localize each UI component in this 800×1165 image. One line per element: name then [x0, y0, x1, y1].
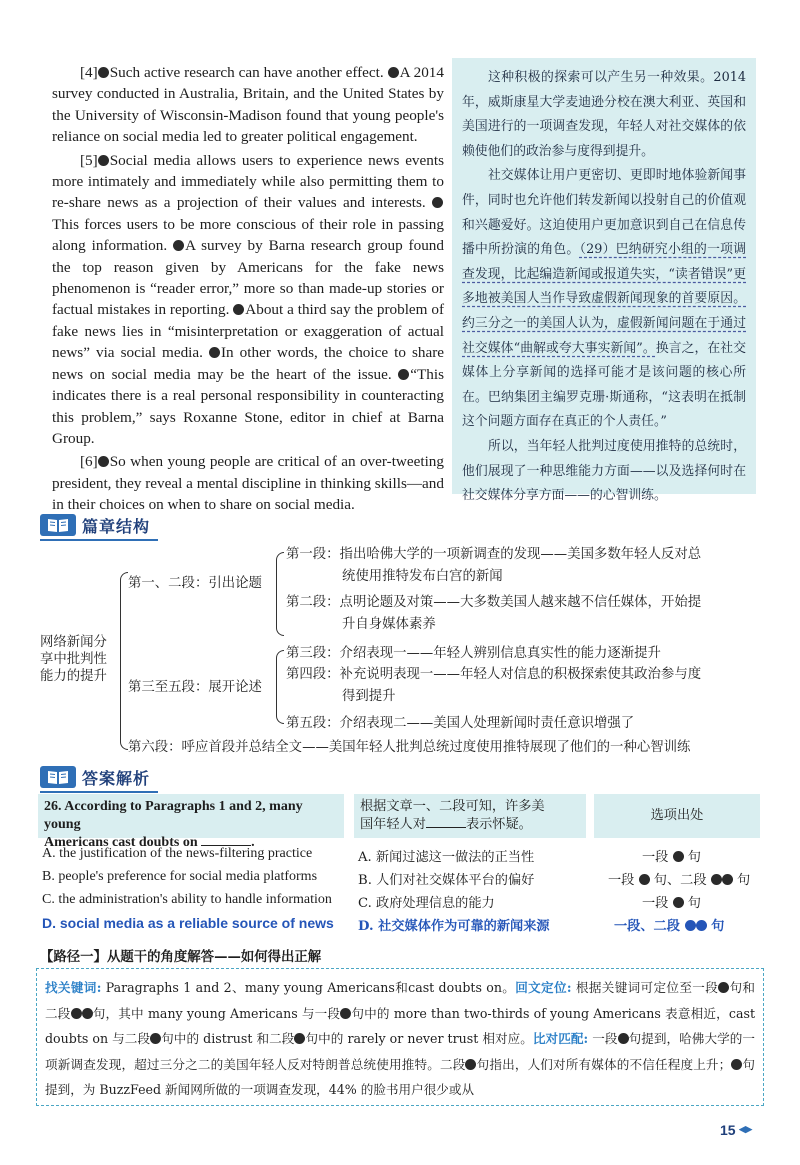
sentence-number-icon — [639, 874, 650, 885]
sentence-number-icon — [722, 874, 733, 885]
sentence-number-icon — [711, 874, 722, 885]
section-title: 篇章结构 — [82, 516, 151, 536]
option-b-cn: B. 人们对社交媒体平台的偏好 — [358, 873, 535, 888]
sentence-marker-icon — [98, 456, 109, 467]
paragraph-6: [6] So when young people are critical of an over-tweeting president, they reveal a mental discipline in thinking skills—and in their choices on when to share on social media. — [52, 453, 444, 514]
sentence-marker-icon — [233, 304, 244, 315]
section-title: 答案解析 — [82, 768, 151, 788]
structure-diagram — [0, 540, 800, 760]
para-5-summary: 第五段：介绍表现二——美国人处理新闻时责任意识增强了 — [286, 716, 635, 731]
translation-paragraph-5: 社交媒体让用户更密切、更即时地体验新闻事件，同时也允许他们转发新闻以投射自己的价值观和兴趣爱好。这迫使用户更加意识到自己在信息传播中所扮演的角色。（29）巴纳研究小组的一项调查发现，比起编造新闻或报道失实，“读者错误”更多地被美国人当作导致虚假新闻现象的首要原因。约三分之一的美国人认为，虚假新闻问题在于通过社交媒体“曲解或夸大事实新闻”。换言之，在社交媒体上分享新闻的选择可能才是该问题的核心所在。巴纳集团主编罗克珊·斯通称，“这表明在抵制这个问题方面存在真正的个人责任。” — [462, 168, 747, 430]
section-header-answers — [40, 764, 150, 790]
group-1-bracket — [276, 552, 284, 636]
sentence-marker-icon — [432, 197, 443, 208]
option-a-en: A. the justification of the news-filtering practice — [42, 846, 313, 861]
graduation-cap-icon — [739, 1126, 753, 1135]
option-c-source: 一段 句 — [642, 896, 701, 911]
page-number: 15 — [720, 1122, 753, 1138]
root-bracket — [120, 572, 128, 750]
sentence-number-icon — [294, 1033, 305, 1044]
option-d-source: 一段、二段 句 — [614, 919, 725, 934]
question-stem-cn: 根据文章一、二段可知，许多美 国年轻人对 表示怀疑。 — [354, 794, 586, 838]
sentence-number-icon — [82, 1008, 93, 1019]
option-d-en: D. social media as a reliable source of news — [42, 915, 334, 931]
keyword-label: 回文定位: — [515, 980, 572, 995]
answer-table — [38, 794, 760, 944]
sentence-number-icon — [696, 920, 707, 931]
option-c-cn: C. 政府处理信息的能力 — [358, 896, 495, 911]
sentence-number-icon — [618, 1033, 629, 1044]
option-b-source: 一段 句、二段 句 — [608, 873, 751, 888]
sentence-marker-icon — [98, 155, 109, 166]
sentence-number-icon — [718, 982, 729, 993]
option-c-en: C. the administration's ability to handle information — [42, 892, 332, 907]
sentence-marker-icon — [98, 67, 109, 78]
para-1-summary: 第一段：指出哈佛大学的一项新调查的发现——美国多数年轻人反对总 统使用推特发布白宫的新闻 — [286, 547, 702, 584]
sentence-marker-icon — [388, 67, 399, 78]
translation-paragraph-6: 所以，当年轻人批判过度使用推特的总统时，他们展现了一种思维能力方面——以及选择何时在社交媒体分享方面——的心智训练。 — [462, 438, 746, 504]
sentence-number-icon — [673, 851, 684, 862]
option-a-cn: A. 新闻过滤这一做法的正当性 — [358, 850, 535, 865]
path-one-heading: 【路径一】从题干的角度解答——如何得出正解 — [40, 950, 322, 965]
paragraph-4: [4] Such active research can have another effect. A 2014 survey conducted in Australia, Britain, and the United States by the University of Wisconsin-Madison found that young people's reliance on social media led to greater political engagement. — [52, 64, 444, 146]
diagram-root: 网络新闻分 享中批判性 能力的提升 — [40, 635, 107, 684]
sentence-number-icon — [465, 1059, 476, 1070]
option-b-en: B. people's preference for social media platforms — [42, 869, 318, 884]
para-2-summary: 第二段：点明论题及对策——大多数美国人越来越不信任媒体，开始提 升自身媒体素养 — [286, 595, 702, 632]
paragraph-5: [5] Social media allows users to experience news events more intimately and immediately while also permitting them to re-share news as a projection of their values and interests. This forces users to be more conscious of their role in passing along information. A survey by Barna research group found the top reason given by Americans for the fake news phenomenon is “reader error,” more so than made-up stories or factual mistakes in reporting. About a third say the problem of fake news lies in “misinterpretation or exaggeration of actual news” via social media. In other words, the choice to share news on social media may be the heart of the issue. “This indicates there is a real personal responsibility in counteracting this problem,” says Roxanne Stone, editor in chief at Barna Group. — [52, 151, 445, 447]
book-icon — [40, 514, 76, 536]
translation-box — [452, 58, 756, 504]
sentence-number-icon — [685, 920, 696, 931]
sentence-number-icon — [673, 897, 684, 908]
sentence-marker-icon — [173, 240, 184, 251]
para-3-summary: 第三段：介绍表现一——年轻人辨别信息真实性的能力逐渐提升 — [286, 646, 661, 661]
divider — [40, 791, 158, 793]
sentence-number-icon — [340, 1008, 351, 1019]
section-header-structure — [40, 512, 150, 538]
keyword-label: 找关键词: — [45, 980, 102, 995]
keyword-label: 比对匹配: — [532, 1031, 589, 1047]
translation-paragraph-4: 这种积极的探索可以产生另一种效果。2014年，威斯康星大学麦迪逊分校在澳大利亚、英国和美国进行的一项调查发现，年轻人对社交媒体的依赖使他们的政治参与度得到提升。 — [462, 70, 746, 159]
sentence-marker-icon — [209, 347, 220, 358]
underlined-key-sentence: （29）巴纳研究小组的一项调查发现，比起编造新闻或报道失实，“读者错误”更多地被美国人当作导致虚假新闻现象的首要原因。约三分之一的美国人认为，虚假新闻问题在于通过社交媒体“曲解或夸大事实新闻”。 — [462, 242, 747, 356]
option-a-source: 一段 句 — [642, 850, 701, 865]
source-header: 选项出处 — [594, 794, 760, 838]
english-passage — [52, 62, 444, 516]
analysis-box: 找关键词: Paragraphs 1 and 2、many young Americans和cast doubts on。回文定位: 根据关键词可定位至一段 句和二段 句，其中 many young Americans 与一段 句中的 more than two-thirds of young Americans 表意相近，cast doubts on 与二段 句中的 distrust 和二段 句中的 rarely or never trust 相对应。比对匹配: 一段 句提到，哈佛大学的一项新调查发现，超过三分之二的美国年轻人反对特朗普总统使用推特。二段 句指出，人们对所有媒体的不信任程度上升； 句提到，为 BuzzFeed 新闻网所做的一项调查发现，44% 的脸书用户很少或从 — [36, 968, 764, 1106]
option-d-cn: D. 社交媒体作为可靠的新闻来源 — [358, 919, 550, 934]
group-2-label: 第三至五段：展开论述 — [128, 680, 262, 695]
para-4-summary: 第四段：补充说明表现一——年轻人对信息的积极探索使其政治参与度 得到提升 — [286, 667, 702, 704]
sentence-number-icon — [731, 1059, 742, 1070]
sentence-number-icon — [71, 1008, 82, 1019]
question-stem-en: 26. According to Paragraphs 1 and 2, many young Americans cast doubts on . — [38, 794, 344, 838]
book-icon — [40, 766, 76, 788]
para-6-summary: 第六段：呼应首段并总结全文——美国年轻人批判总统过度使用推特展现了他们的一种心智训练 — [128, 740, 691, 755]
group-2-bracket — [276, 650, 284, 724]
sentence-number-icon — [150, 1033, 161, 1044]
group-1-label: 第一、二段：引出论题 — [128, 576, 262, 591]
sentence-marker-icon — [398, 369, 409, 380]
